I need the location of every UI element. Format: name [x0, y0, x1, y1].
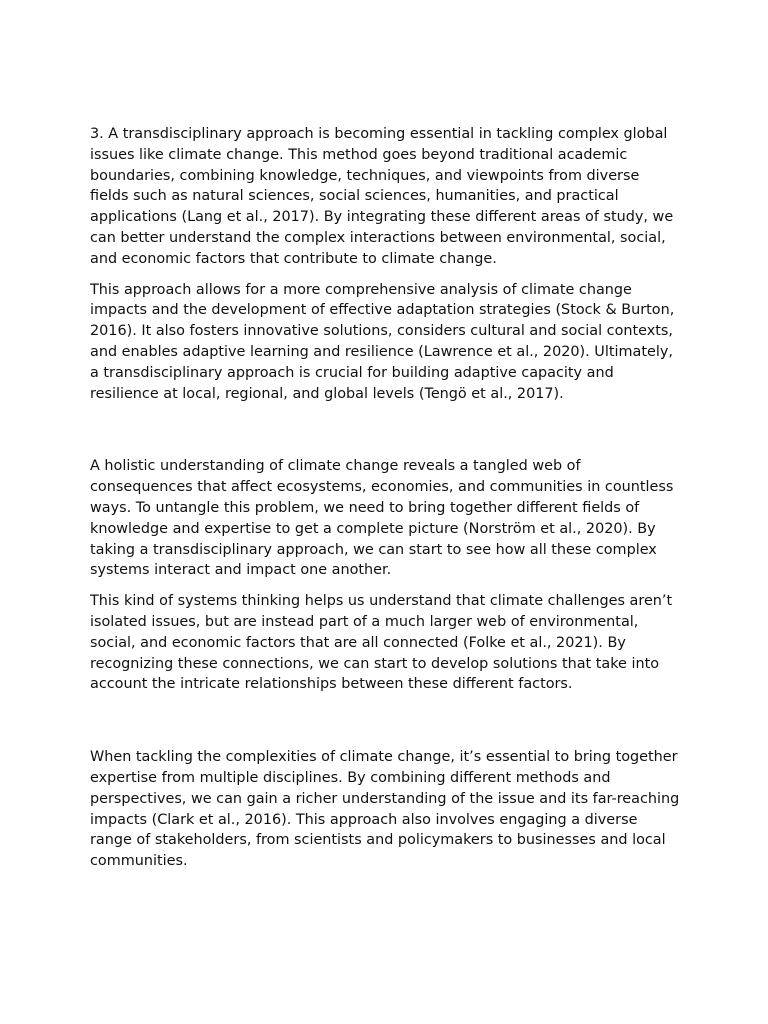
section-1 [90, 124, 682, 404]
section-spacer [90, 705, 682, 747]
paragraph: This kind of systems thinking helps us understand that climate challenges aren’t isolated issues, but are instead part of a much larger web of environmental, social, and economic factors that are all connected (Folke et al., 2021). By recognizing these connections, we can start to develop solutions that take into account the intricate relationships between these different factors. [90, 593, 673, 693]
section-2 [90, 456, 682, 695]
paragraph: A holistic understanding of climate change reveals a tangled web of consequences that affect ecosystems, economies, and communities in countless ways. To untangle this problem, we need to bring together different fields of knowledge and expertise to get a complete picture (Norström et al., 2020). By taking a transdisciplinary approach, we can start to see how all these complex systems interact and impact one another. [90, 458, 674, 579]
document-page [90, 124, 682, 882]
section-spacer [90, 414, 682, 456]
section-3 [90, 747, 682, 872]
paragraph: When tackling the complexities of climate change, it’s essential to bring together expertise from multiple disciplines. By combining different methods and perspectives, we can gain a richer understanding of the issue and its far-reaching impacts (Clark et al., 2016). This approach also involves engaging a diverse range of stakeholders, from scientists and policymakers to businesses and local communities. [90, 749, 680, 870]
paragraph: This approach allows for a more comprehensive analysis of climate change impacts and the development of effective adaptation strategies (Stock & Burton, 2016). It also fosters innovative solutions, considers cultural and social contexts, and enables adaptive learning and resilience (Lawrence et al., 2020). Ultimately, a transdisciplinary approach is crucial for building adaptive capacity and resilience at local, regional, and global levels (Tengö et al., 2017). [90, 281, 675, 402]
paragraph: 3. A transdisciplinary approach is becoming essential in tackling complex global issues like climate change. This method goes beyond traditional academic boundaries, combining knowledge, techniques, and viewpoints from diverse fields such as natural sciences, social sciences, humanities, and practical applications (Lang et al., 2017). By integrating these different areas of study, we can better understand the complex interactions between environmental, social, and economic factors that contribute to climate change. [90, 126, 674, 267]
